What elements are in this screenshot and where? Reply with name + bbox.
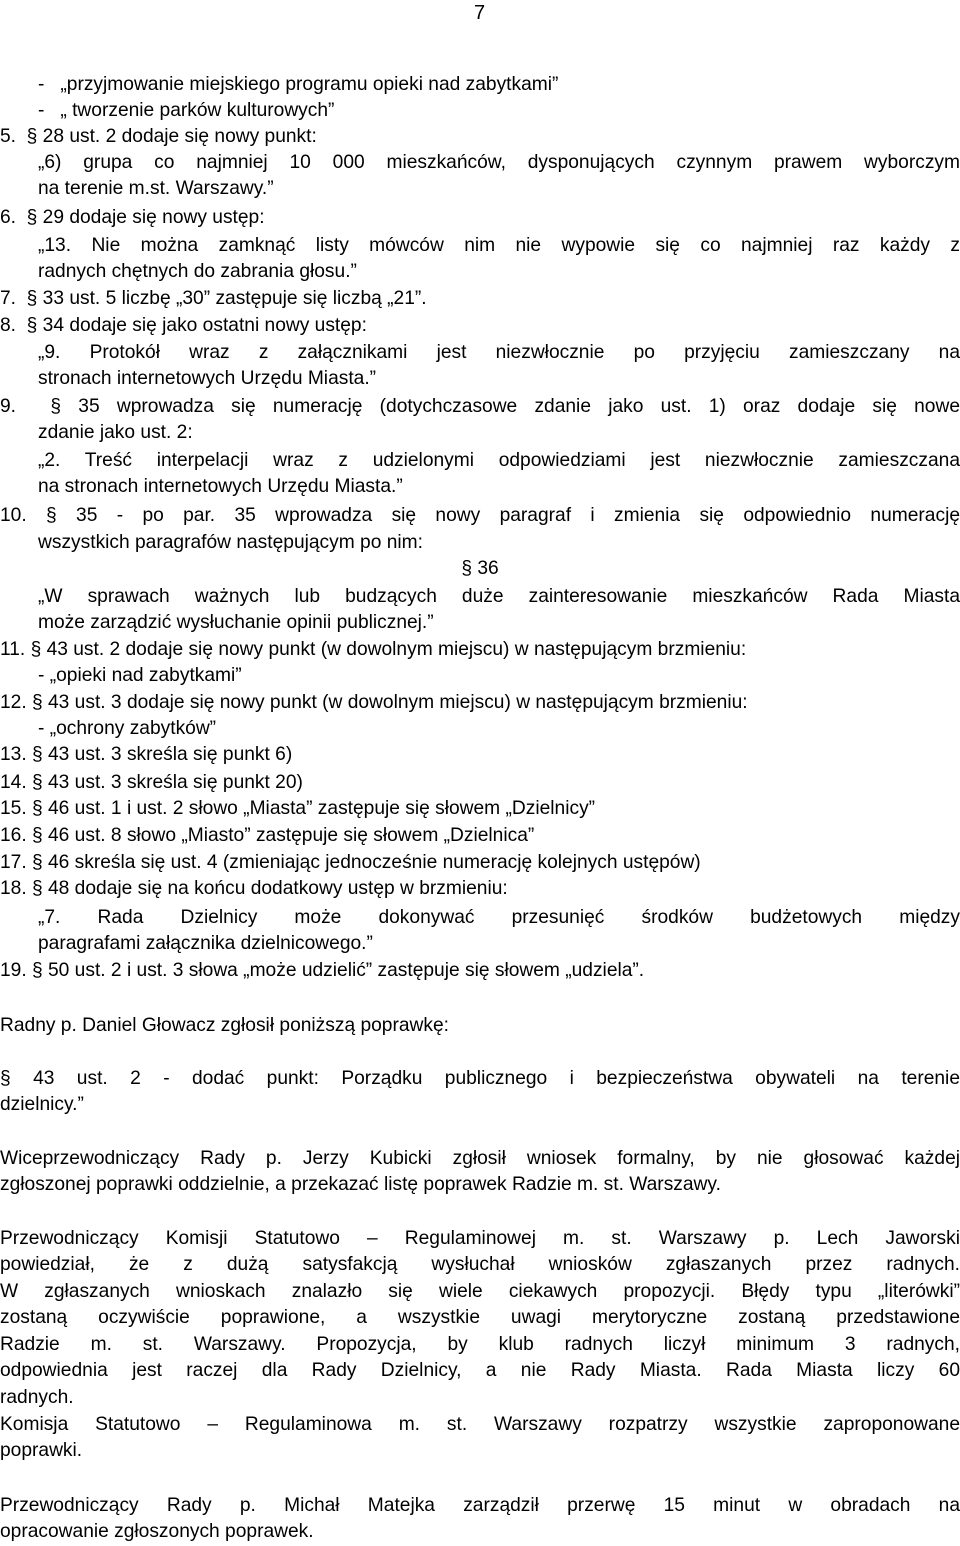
text-line: Radzie m. st. Warszawy. Propozycja, by klub radnych liczył minimum 3 radnych, [0, 1334, 960, 1355]
text-line: 9. § 35 wprowadza się numerację (dotychczasowe zdanie jako ust. 1) oraz dodaje się nowe [0, 396, 960, 417]
text-line: powiedział, że z dużą satysfakcją wysłuchał wniosków zgłaszanych przez radnych. [0, 1254, 960, 1275]
page-number: 7 [474, 2, 486, 24]
text-line: na stronach internetowych Urzędu Miasta.” [38, 476, 403, 497]
text-line: „W sprawach ważnych lub budzących duże zainteresowanie mieszkańców Rada Miasta [38, 586, 960, 607]
text-line: zdanie jako ust. 2: [38, 422, 193, 443]
text-line: może zarządzić wysłuchanie opinii publicznej.” [38, 612, 434, 633]
text-line: - „przyjmowanie miejskiego programu opieki nad zabytkami” [38, 74, 559, 95]
text-line: Przewodniczący Komisji Statutowo – Regulaminowej m. st. Warszawy p. Lech Jaworski [0, 1228, 960, 1249]
text-line: § 36 [461, 558, 499, 579]
text-line: 14. § 43 ust. 3 skreśla się punkt 20) [0, 772, 303, 793]
text-line: - „ochrony zabytków” [38, 718, 217, 739]
text-line: 11. § 43 ust. 2 dodaje się nowy punkt (w dowolnym miejscu) w następującym brzmieniu: [0, 639, 747, 660]
text-line: „13. Nie można zamknąć listy mówców nim nie wypowie się co najmniej raz każdy z [38, 235, 960, 256]
text-line: „2. Treść interpelacji wraz z udzielonymi odpowiedziami jest niezwłocznie zamieszczana [38, 450, 960, 471]
text-line: zostaną oczywiście poprawione, a wszystkie uwagi merytoryczne zostaną przedstawione [0, 1307, 960, 1328]
text-line: Wiceprzewodniczący Rady p. Jerzy Kubicki zgłosił wniosek formalny, by nie głosować każdej [0, 1148, 960, 1169]
text-line: 19. § 50 ust. 2 i ust. 3 słowa „może udzielić” zastępuje się słowem „udziela”. [0, 960, 645, 981]
text-line: Przewodniczący Rady p. Michał Matejka zarządził przerwę 15 minut w obradach na [0, 1495, 960, 1516]
text-line: odpowiednia jest raczej dla Rady Dzielnicy, a nie Rady Miasta. Rada Miasta liczy 60 [0, 1360, 960, 1381]
text-line: stronach internetowych Urzędu Miasta.” [38, 368, 377, 389]
text-line: 12. § 43 ust. 3 dodaje się nowy punkt (w dowolnym miejscu) w następującym brzmieniu: [0, 692, 748, 713]
text-line: 5. § 28 ust. 2 dodaje się nowy punkt: [0, 126, 317, 147]
text-line: radnych. [0, 1387, 74, 1408]
text-line: radnych chętnych do zabrania głosu.” [38, 261, 357, 282]
text-line: zgłoszonej poprawki oddzielnie, a przekazać listę poprawek Radzie m. st. Warszawy. [0, 1174, 721, 1195]
text-line: 15. § 46 ust. 1 i ust. 2 słowo „Miasta” zastępuje się słowem „Dzielnicy” [0, 798, 596, 819]
text-line: Radny p. Daniel Głowacz zgłosił poniższą poprawkę: [0, 1015, 449, 1036]
text-line: 13. § 43 ust. 3 skreśla się punkt 6) [0, 744, 293, 765]
text-line: 17. § 46 skreśla się ust. 4 (zmieniając jednocześnie numerację kolejnych ustępów) [0, 852, 701, 873]
text-line: 10. § 35 - po par. 35 wprowadza się nowy paragraf i zmienia się odpowiednio numerację [0, 505, 960, 526]
text-line: 16. § 46 ust. 8 słowo „Miasto” zastępuje się słowem „Dzielnica” [0, 825, 535, 846]
text-line: poprawki. [0, 1440, 83, 1461]
text-line: - „opieki nad zabytkami” [38, 665, 242, 686]
text-line: W zgłaszanych wnioskach znalazło się wiele ciekawych propozycji. Błędy typu „literówki” [0, 1281, 960, 1302]
text-line: 7. § 33 ust. 5 liczbę „30” zastępuje się liczbą „21”. [0, 288, 427, 309]
text-line: 6. § 29 dodaje się nowy ustęp: [0, 207, 265, 228]
text-line: na terenie m.st. Warszawy.” [38, 178, 274, 199]
text-line: Komisja Statutowo – Regulaminowa m. st. Warszawy rozpatrzy wszystkie zaproponowane [0, 1414, 960, 1435]
text-line: „6) grupa co najmniej 10 000 mieszkańców, dysponujących czynnym prawem wyborczym [38, 152, 960, 173]
text-line: 8. § 34 dodaje się jako ostatni nowy ustęp: [0, 315, 367, 336]
text-line: 18. § 48 dodaje się na końcu dodatkowy ustęp w brzmieniu: [0, 878, 508, 899]
text-line: - „ tworzenie parków kulturowych” [38, 100, 335, 121]
text-line: „9. Protokół wraz z załącznikami jest niezwłocznie po przyjęciu zamieszczany na [38, 342, 960, 363]
text-line: paragrafami załącznika dzielnicowego.” [38, 933, 373, 954]
text-line: dzielnicy.” [0, 1094, 84, 1115]
text-line: wszystkich paragrafów następującym po nim: [38, 532, 423, 553]
text-line: opracowanie zgłoszonych poprawek. [0, 1521, 314, 1542]
text-line: „7. Rada Dzielnicy może dokonywać przesunięć środków budżetowych między [38, 907, 960, 928]
text-line: § 43 ust. 2 - dodać punkt: Porządku publicznego i bezpieczeństwa obywateli na terenie [0, 1068, 960, 1089]
